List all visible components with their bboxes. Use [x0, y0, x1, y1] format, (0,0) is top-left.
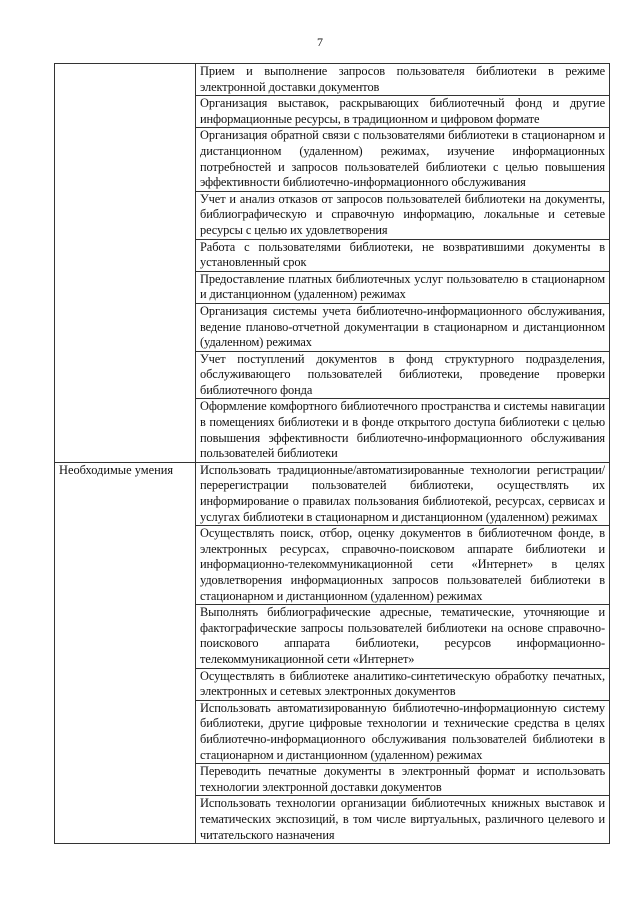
- requirements-table: [54, 63, 610, 844]
- content-cell: Осуществлять поиск, отбор, оценку документов в библиотечном фонде, в электронных ресурсах, справочно-поисковом аппарате библиотеки и информационно-телекоммуникационной сети «Интернет» в целях удовлетворения информационных запросов пользователей библиотеки в стационарном и дистанционном (удаленном) режимах: [196, 526, 610, 605]
- content-cell: Оформление комфортного библиотечного пространства и системы навигации в помещениях библиотеки и в фонде открытого доступа библиотеки с целью повышения эффективности библиотечно-информационного обслуживания пользователей библиотеки: [196, 399, 610, 462]
- content-cell: Учет и анализ отказов от запросов пользователей библиотеки на документы, библиографическую и справочную информацию, локальные и сетевые ресурсы с целью их удовлетворения: [196, 191, 610, 239]
- content-cell: Учет поступлений документов в фонд структурного подразделения, обслуживающего пользователей библиотеки, проведение проверки библиотечного фонда: [196, 351, 610, 399]
- content-cell: Использовать традиционные/автоматизированные технологии регистрации/перерегистрации пользователей библиотеки, осуществлять их информирование о правилах пользования библиотекой, ресурсах, сервисах и услугах библиотеки в стационарном и дистанционном (удаленном) режимах: [196, 462, 610, 525]
- group-label-cell: [55, 64, 196, 463]
- content-cell: Осуществлять в библиотеке аналитико-синтетическую обработку печатных, электронных и сетевых электронных документов: [196, 668, 610, 700]
- content-cell: Организация системы учета библиотечно-информационного обслуживания, ведение планово-отчетной документации в стационарном и дистанционном (удаленном) режимах: [196, 303, 610, 351]
- content-cell: Использовать технологии организации библиотечных книжных выставок и тематических экспозиций, в том числе виртуальных, различного целевого и читательского назначения: [196, 796, 610, 844]
- table-row: [55, 462, 610, 525]
- content-cell: Организация выставок, раскрывающих библиотечный фонд и другие информационные ресурсы, в традиционном и цифровом формате: [196, 96, 610, 128]
- content-cell: Использовать автоматизированную библиотечно-информационную систему библиотеки, другие цифровые технологии и технические средства в целях библиотечно-информационного обслуживания пользователей библиотеки в стационарном и дистанционном (удаленном) режимах: [196, 700, 610, 763]
- content-cell: Переводить печатные документы в электронный формат и использовать технологии электронной доставки документов: [196, 764, 610, 796]
- content-cell: Выполнять библиографические адресные, тематические, уточняющие и фактографические запросы пользователей библиотеки на основе справочно-поискового аппарата библиотеки, ресурсов информационно-телекоммуникационной сети «Интернет»: [196, 605, 610, 668]
- group-label-cell: Необходимые умения: [55, 462, 196, 843]
- content-cell: Организация обратной связи с пользователями библиотеки в стационарном и дистанционном (удаленном) режимах, изучение информационных потребностей и запросов пользователей библиотеки с целью повышения эффективности библиотечно-информационного обслуживания: [196, 128, 610, 191]
- content-cell: Предоставление платных библиотечных услуг пользователю в стационарном и дистанционном (удаленном) режимах: [196, 271, 610, 303]
- table-row: [55, 64, 610, 96]
- content-cell: Работа с пользователями библиотеки, не возвратившими документы в установленный срок: [196, 239, 610, 271]
- page-number: 7: [317, 35, 323, 49]
- content-cell: Прием и выполнение запросов пользователя библиотеки в режиме электронной доставки документов: [196, 64, 610, 96]
